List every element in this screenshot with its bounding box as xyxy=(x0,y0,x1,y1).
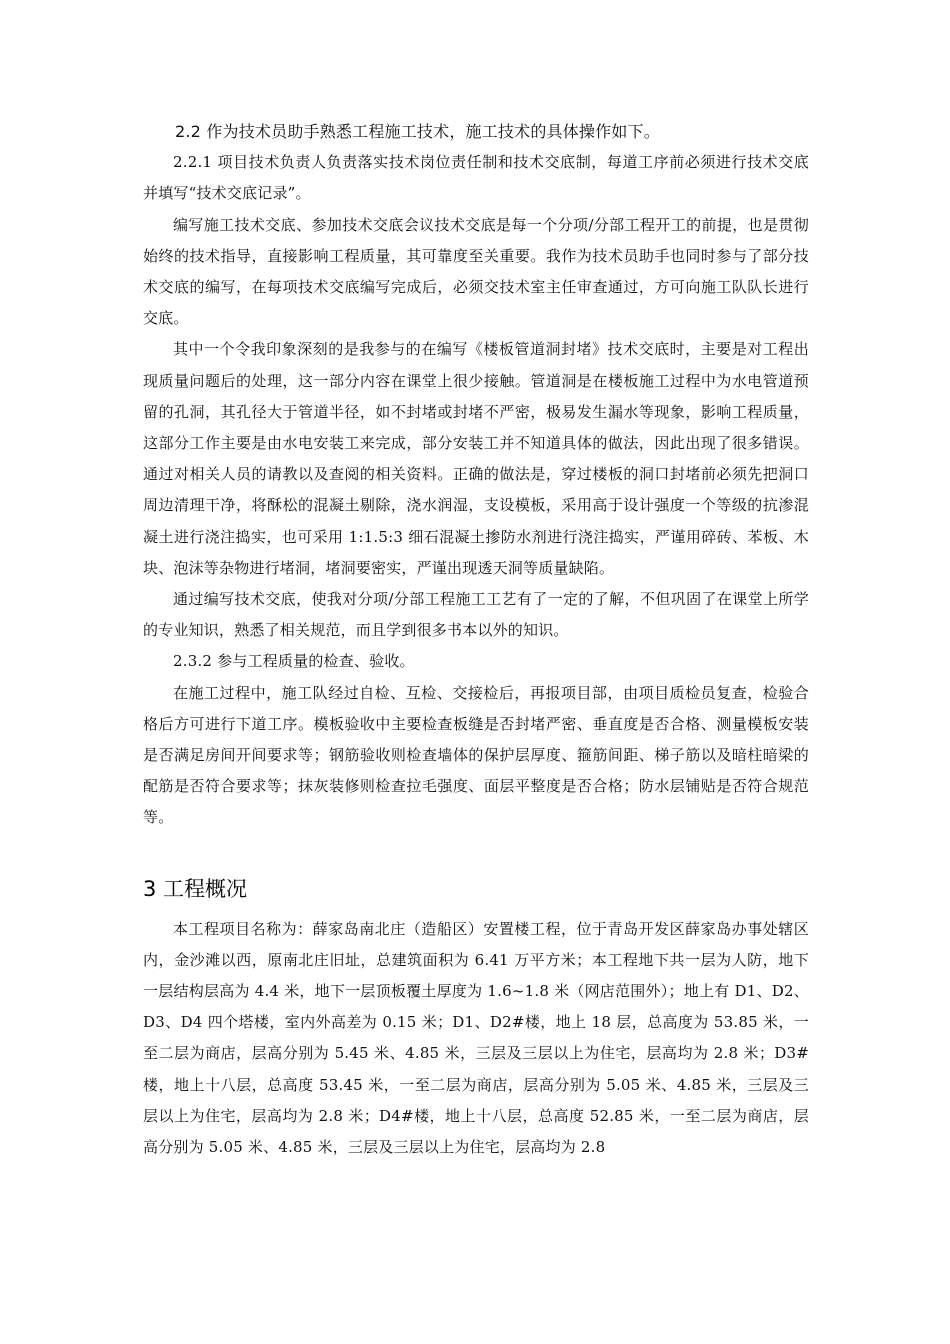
section-heading-2-2-1: 2.2.1 项目技术负责人负责落实技术岗位责任制和技术交底制，每道工序前必须进行技术交底并填写“技术交底记录”。 xyxy=(143,153,809,203)
paragraph-pipe-hole-sealing: 其中一个令我印象深刻的是我参与的在编写《楼板管道洞封堵》技术交底时，主要是对工程出现质量问题后的处理，这一部分内容在课堂上很少接触。管道洞是在楼板施工过程中为水电管道预留的孔洞，其孔径大于管道半径，如不封堵或封堵不严密，极易发生漏水等现象，影响工程质量，这部分工作主要是由水电安装工来完成，部分安装工并不知道具体的做法，因此出现了很多错误。通过对相关人员的请教以及查阅的相关资料。正确的做法是，穿过楼板的洞口封堵前必须先把洞口周边清理干净，将酥松的混凝土剔除，浇水润湿，支设模板，采用高于设计强度一个等级的抗渗混凝土进行浇注捣实，也可采用 1:1.5:3 细石混凝土掺防水剂进行浇注捣实，严谨用碎砖、苯板、木块、泡沫等杂物进行堵洞，堵洞要密实，严谨出现透天洞等质量缺陷。 xyxy=(143,340,809,577)
document-body xyxy=(143,116,809,1163)
paragraph-project-overview: 本工程项目名称为：薛家岛南北庄（造船区）安置楼工程，位于青岛开发区薛家岛办事处辖区内，金沙滩以西，原南北庄旧址，总建筑面积为 6.41 万平方米；本工程地下共一层为人防，地下一层结构层高为 4.4 米，地下一层顶板覆土厚度为 1.6~1.8 米（网店范围外）；地上有 D1、D2、D3、D4 四个塔楼，室内外高差为 0.15 米；D1、D2#楼，地上 18 层，总高度为 53.85 米，一至二层为商店，层高分别为 5.45 米、4.85 米，三层及三层以上为住宅，层高均为 2.8 米；D3#楼，地上十八层，总高度 53.45 米，一至二层为商店，层高分别为 5.05 米、4.85 米，三层及三层以上为住宅，层高均为 2.8 米；D4#楼，地上十八层，总高度 52.85 米，一至二层为商店，层高分别为 5.05 米、4.85 米，三层及三层以上为住宅，层高均为 2.8 xyxy=(143,919,809,1157)
section-heading-2-3-2: 2.3.2 参与工程质量的检查、验收。 xyxy=(173,652,415,671)
heading-wrapper xyxy=(143,874,809,904)
paragraph-technical-briefing: 编写施工技术交底、参加技术交底会议技术交底是每一个分项/分部工程开工的前提，也是贯彻始终的技术指导，直接影响工程质量，其可靠度至关重要。我作为技术员助手也同时参与了部分技术交底的编写，在每项技术交底编写完成后，必须交技术室主任审查通过，方可向施工队队长进行交底。 xyxy=(143,215,809,328)
section-heading-2-2: 2.2 作为技术员助手熟悉工程施工技术，施工技术的具体操作如下。 xyxy=(175,122,660,141)
paragraph-quality-inspection: 在施工过程中，施工队经过自检、互检、交接检后，再报项目部，由项目质检员复查，检验合格后方可进行下道工序。模板验收中主要检查板缝是否封堵严密、垂直度是否合格、测量模板安装是否满足房间开间要求等；钢筋验收则检查墙体的保护层厚度、箍筋间距、梯子筋以及暗柱暗梁的配筋是否符合要求等；抹灰装修则检查拉毛强度、面层平整度是否合格；防水层铺贴是否符合规范等。 xyxy=(143,683,809,827)
paragraph-learning-summary: 通过编写技术交底，使我对分项/分部工程施工工艺有了一定的了解，不但巩固了在课堂上所学的专业知识，熟悉了相关规范，而且学到很多书本以外的知识。 xyxy=(143,590,809,640)
section-heading-3: 3 工程概况 xyxy=(143,876,248,901)
